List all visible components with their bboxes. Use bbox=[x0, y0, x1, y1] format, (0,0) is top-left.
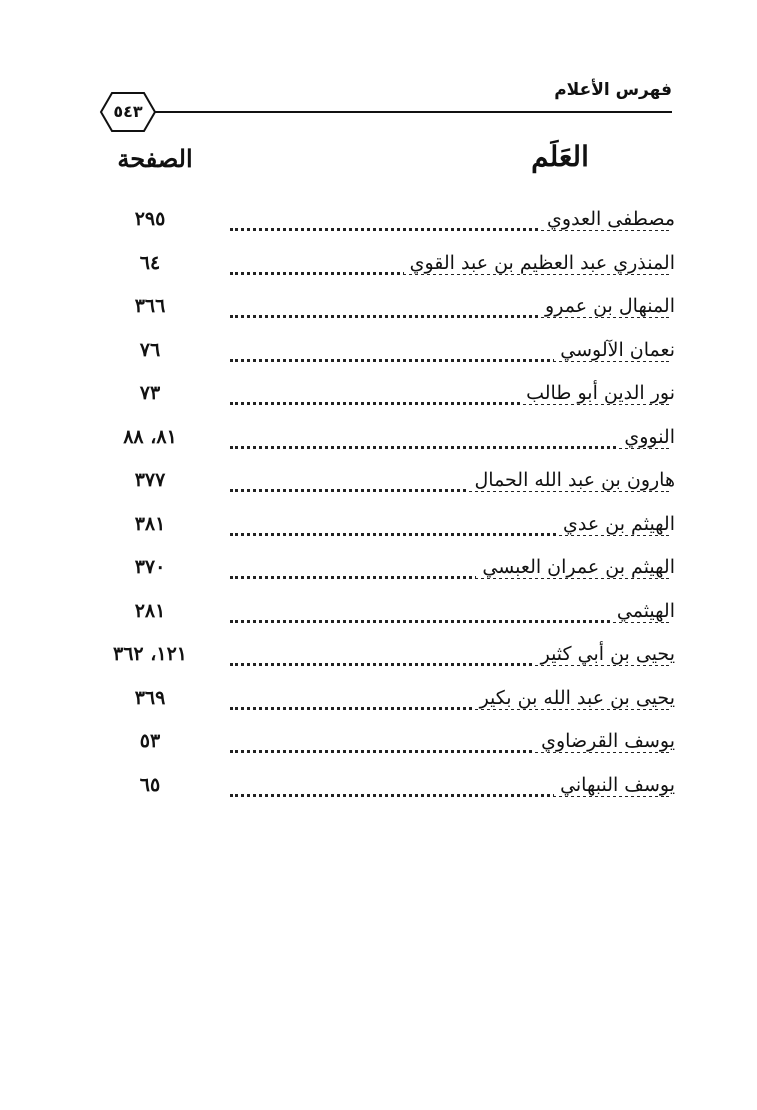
index-row bbox=[100, 331, 675, 375]
index-entry-name: الهيثمي bbox=[611, 600, 675, 622]
name-column-header: العَلَم bbox=[531, 140, 589, 173]
index-row bbox=[100, 374, 675, 418]
index-entry-page: ٣٦٦ bbox=[134, 295, 166, 317]
index-entry-page: ٣٧٠ bbox=[134, 556, 166, 578]
index-entry-name: المنذري عبد العظيم بن عبد القوي bbox=[404, 252, 675, 274]
index-entry-page: ٦٤ bbox=[139, 251, 161, 274]
index-entry-page: ٣٦٩ bbox=[134, 686, 166, 709]
index-entry-page: ٧٦ bbox=[139, 338, 161, 361]
index-entry-page: ٢٩٥ bbox=[134, 208, 166, 230]
index-list bbox=[100, 200, 675, 809]
index-row bbox=[100, 679, 675, 723]
index-entry-name: يحيى بن عبد الله بن بكير bbox=[474, 687, 675, 709]
index-entry-name: مصطفى العدوي bbox=[541, 208, 675, 230]
page-number-badge bbox=[98, 90, 158, 134]
index-entry-page: ٢٨١ bbox=[134, 599, 166, 622]
index-entry-page: ٣٨١ bbox=[134, 512, 166, 535]
page-column-header: الصفحة bbox=[117, 144, 193, 173]
index-entry-name: نور الدين أبو طالب bbox=[520, 382, 675, 404]
index-row bbox=[100, 592, 675, 636]
index-row bbox=[100, 287, 675, 331]
header-rule bbox=[150, 111, 672, 113]
index-row bbox=[100, 548, 675, 592]
index-entry-page: ٥٣ bbox=[139, 730, 161, 752]
index-entry-name: المنهال بن عمرو bbox=[539, 295, 675, 317]
index-entry-name: نعمان الآلوسي bbox=[554, 339, 675, 361]
index-entry-name: هارون بن عبد الله الحمال bbox=[468, 469, 675, 491]
index-entry-name: الهيثم بن عدي bbox=[557, 513, 675, 535]
index-row bbox=[100, 505, 675, 549]
index-entry-page: ٣٧٧ bbox=[134, 469, 166, 491]
index-entry-page: ١٢١، ٣٦٢ bbox=[113, 643, 187, 665]
index-row bbox=[100, 200, 675, 244]
index-row bbox=[100, 418, 675, 462]
running-title: فهرس الأعلام bbox=[554, 80, 672, 100]
index-row bbox=[100, 635, 675, 679]
index-entry-name: الهيثم بن عمران العبسي bbox=[476, 556, 675, 578]
index-entry-page: ٧٣ bbox=[139, 382, 161, 404]
index-entry-page: ٨١، ٨٨ bbox=[123, 425, 177, 448]
index-entry-name: يحيى بن أبي كثير bbox=[535, 643, 675, 665]
index-row bbox=[100, 766, 675, 810]
index-row bbox=[100, 461, 675, 505]
column-headers bbox=[100, 140, 670, 190]
index-row bbox=[100, 722, 675, 766]
page-number: ٥٤٣ bbox=[113, 102, 143, 121]
dot-leader bbox=[230, 620, 669, 623]
index-row bbox=[100, 244, 675, 288]
page-header bbox=[98, 78, 672, 138]
index-entry-name: يوسف القرضاوي bbox=[535, 730, 675, 752]
index-entry-name: يوسف النبهاني bbox=[554, 774, 675, 796]
index-entry-name: النووي bbox=[618, 426, 675, 448]
index-entry-page: ٦٥ bbox=[139, 773, 161, 796]
dot-leader bbox=[230, 446, 669, 449]
